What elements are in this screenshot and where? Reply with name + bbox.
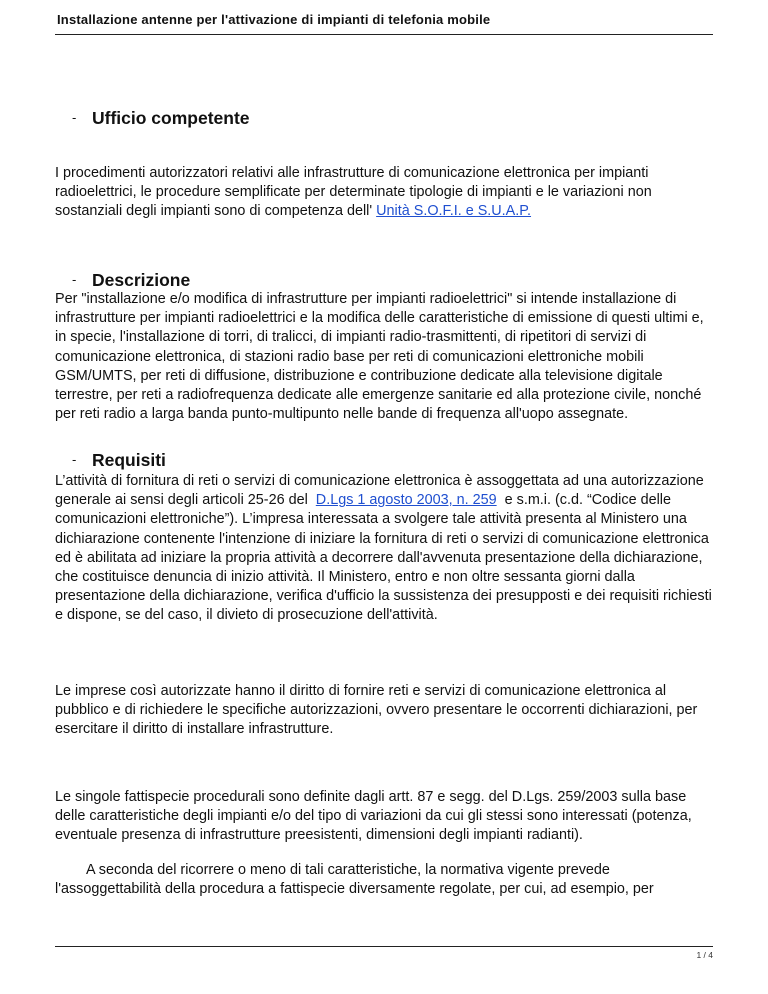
sofi-suap-link[interactable]: Unità S.O.F.I. e S.U.A.P.: [376, 203, 532, 220]
requisiti-paragraph-4: A seconda del ricorrere o meno di tali caratteristiche, la normativa vigente prevede l'assoggettabilità della procedura a fattispecie diversamente regolate, per cui, ad esempio, per: [55, 862, 654, 898]
page-header-title: Installazione antenne per l'attivazione di impianti di telefonia mobile: [57, 12, 491, 27]
ufficio-text: I procedimenti autorizzatori relativi alle infrastrutture di comunicazione elettronica per impianti radioelettrici, le procedure semplificate per determinate tipologie di impianti e le variazioni non sostanziali degli impianti sono di competenza dell': [55, 165, 652, 220]
section-title-ufficio: Ufficio competente: [92, 108, 250, 128]
requisiti-paragraph-3: Le singole fattispecie procedurali sono definite dagli artt. 87 e segg. del D.Lgs. 259/2003 sulla base delle caratteristiche degli impianti e/o del tipo di variazioni da cui gli stessi sono interessati (potenza, eventuale presenza di infrastrutture preesistenti, dimensioni degli impianti radianti).: [55, 789, 692, 844]
ufficio-paragraph: [55, 164, 715, 222]
section-bullet: -: [72, 452, 77, 467]
requisiti-text-after: e s.m.i. (c.d. “Codice delle comunicazioni elettroniche”). L’impresa interessata a svolgere tale attività presenta al Ministero una dichiarazione contenente l'intenzione di iniziare la fornitura di reti o servizi di comunicazione elettronica ed è abilitata ad iniziare la propria attività a decorrere dall'avvenuta presentazione della dichiarazione, che costituisce denuncia di inizio attività. Il Ministero, entro e non oltre sessanta giorni dalla presentazione della dichiarazione, verifica d'ufficio la sussistenza dei presupposti e dei requisiti richiesti e dispone, se del caso, il divieto di prosecuzione dell'attività.: [55, 492, 712, 624]
header-rule: [55, 34, 713, 35]
section-title-descrizione: Descrizione: [92, 270, 191, 290]
requisiti-text-before: L’attività di fornitura di reti o servizi di comunicazione elettronica è assoggettata ad una autorizzazione generale ai sensi degli articoli 25-26 del: [55, 473, 704, 509]
section-title-requisiti: Requisiti: [92, 450, 166, 470]
section-bullet: -: [72, 272, 77, 287]
page-number: 1 / 4: [696, 950, 713, 960]
dlgs-259-link[interactable]: D.Lgs 1 agosto 2003, n. 259: [315, 492, 497, 509]
section-bullet: -: [72, 110, 77, 125]
requisiti-paragraph-1: [55, 472, 715, 626]
descrizione-paragraph: Per "installazione e/o modifica di infrastrutture per impianti radioelettrici" si intende installazione di infrastrutture per impianti radioelettrici e la modifica delle caratteristiche di emissione di questi ultimi e, in specie, l'installazione di torri, di tralicci, di impianti radio-trasmittenti, di ripetitori di servizi di comunicazione elettronica, di stazioni radio base per reti di comunicazioni elettroniche mobili GSM/UMTS, per reti di diffusione, distribuzione e contribuzione dedicate alla televisione digitale terrestre, per reti a radiofrequenza dedicate alle emergenze sanitarie ed alla protezione civile, nonché per reti radio a larga banda punto-multipunto nelle bande di frequenza all'uopo assegnate.: [55, 291, 704, 423]
footer-rule: [55, 946, 713, 947]
requisiti-paragraph-2: Le imprese così autorizzate hanno il diritto di fornire reti e servizi di comunicazione elettronica al pubblico e di richiedere le specifiche autorizzazioni, ovvero presentare le occorrenti dichiarazioni, per esercitare il diritto di installare infrastrutture.: [55, 683, 698, 738]
